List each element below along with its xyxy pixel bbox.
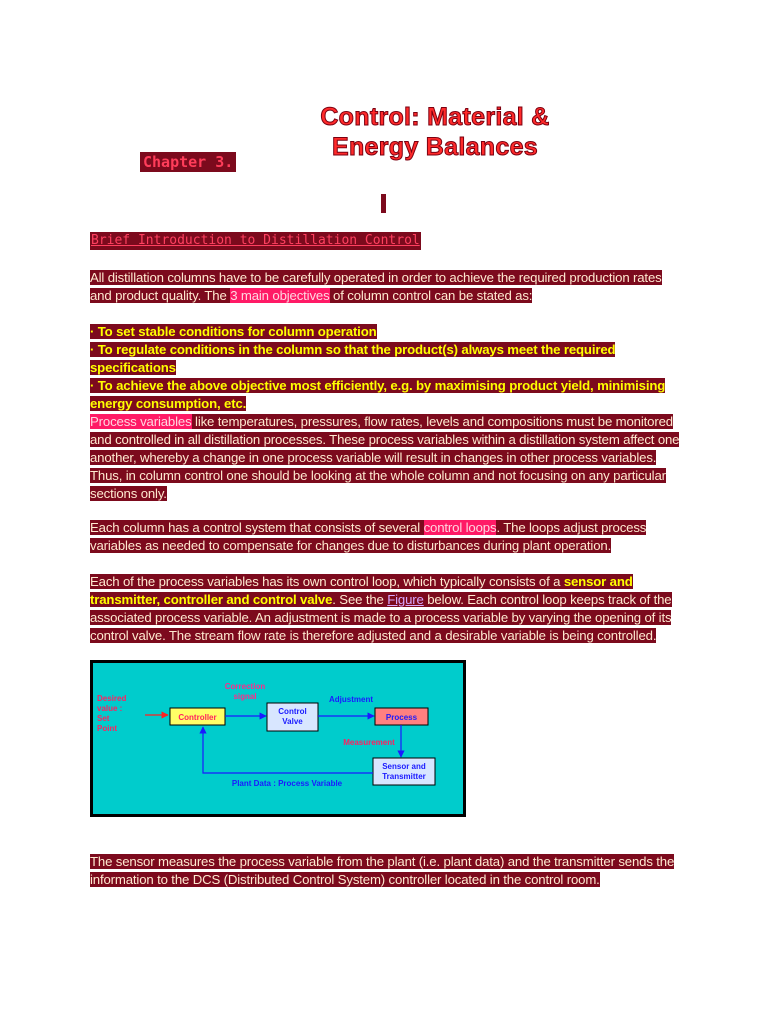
text-run: Each of the process variables has its own control loop, which typically consists of a: [90, 574, 564, 589]
control-valve-label: Valve: [282, 717, 303, 726]
paragraph-process-variables: [90, 413, 680, 503]
highlight-objectives: 3 main objectives: [230, 288, 330, 303]
control-loop-diagram: [90, 660, 466, 817]
desired-value-label: Point: [97, 724, 117, 733]
text-run: of column control can be stated as:: [329, 288, 533, 303]
bold-components: sensor and transmitter, controller and control valve: [90, 574, 633, 607]
paragraph-sensor: [90, 853, 680, 889]
page-title: [270, 102, 600, 162]
text-run: . The loops adjust process variables as needed to compensate for changes due to disturbances during plant operation.: [90, 520, 647, 553]
list-item: [90, 341, 680, 377]
correction-signal-label: Correction: [224, 682, 266, 691]
paragraph-control-loops: [90, 519, 680, 555]
plant-data-label: Plant Data : Process Variable: [231, 779, 343, 788]
highlight-control-loops: control loops: [423, 520, 497, 535]
text-run: Each column has a control system that consists of several: [90, 520, 424, 535]
bullet-text: · To regulate conditions in the column so that the product(s) always meet the required specifications: [90, 342, 616, 375]
adjustment-label: Adjustment: [329, 695, 373, 704]
chapter-label: Chapter 3.: [140, 152, 236, 172]
title-line-2: Energy Balances: [332, 133, 538, 161]
process-label: Process: [385, 713, 418, 722]
decorative-bar: [381, 194, 386, 213]
controller-label: Controller: [178, 713, 217, 722]
desired-value-label: value :: [97, 704, 123, 713]
desired-value-label: Set: [97, 714, 110, 723]
bullet-text: · To set stable conditions for column operation: [90, 324, 377, 339]
text-run: [90, 574, 672, 643]
objectives-list: [90, 323, 680, 413]
paragraph-objectives-intro: [90, 269, 680, 305]
bullet-text: · To achieve the above objective most efficiently, e.g. by maximising product yield, minimising energy consumption, etc.: [90, 378, 666, 411]
highlight-process-variables: Process variables: [90, 414, 192, 429]
title-line-1: Control: Material &: [320, 103, 550, 131]
control-valve-label: Control: [278, 707, 307, 716]
figure-link[interactable]: Figure: [387, 592, 424, 607]
section-heading: Brief Introduction to Distillation Control: [91, 233, 420, 248]
text-run: below. Each control loop keeps track of the associated process variable. An adjustment is made to a process variable by varying the opening of its control valve. The stream flow rate is therefore adjusted and a desirable variable is being controlled.: [90, 592, 672, 643]
text-run: like temperatures, pressures, flow rates, levels and compositions must be monitored and controlled in all distillation processes. These process variables within a distillation system affect one another, whereby a change in one process variable will result in changes in other process variables. Thus, in column control one should be looking at the whole column and not focusing on any particular sections only.: [90, 414, 680, 501]
sensor-transmitter-label: Transmitter: [382, 772, 426, 781]
text-run: The sensor measures the process variable from the plant (i.e. plant data) and the transmitter sends the information to the DCS (Distributed Control System) controller located in the control room.: [90, 854, 675, 887]
text-run: All distillation columns have to be carefully operated in order to achieve the required production rates and product quality. The: [90, 270, 662, 303]
correction-signal-label: signal: [233, 692, 257, 701]
sensor-transmitter-label: Sensor and: [382, 762, 426, 771]
text-run: [90, 414, 679, 501]
list-item: [90, 323, 680, 341]
paragraph-control-loop-detail: [90, 573, 680, 645]
diagram-background: [93, 663, 463, 814]
diagram-canvas: [93, 663, 463, 814]
desired-value-label: Desired: [97, 694, 127, 703]
text-run: [90, 270, 662, 303]
text-run: . See the: [332, 592, 388, 607]
list-item: [90, 377, 680, 413]
measurement-label: Measurement: [343, 738, 395, 747]
text-run: [90, 520, 646, 553]
